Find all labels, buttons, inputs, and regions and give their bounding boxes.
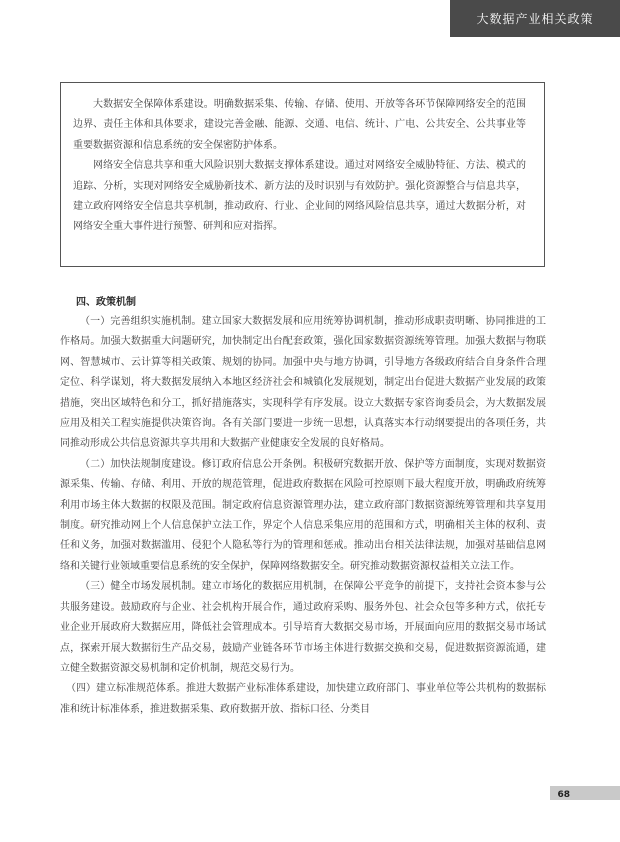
main-section bbox=[60, 294, 546, 720]
box-paragraph: 网络安全信息共享和重大风险识别大数据支撑体系建设。通过对网络安全威胁特征、方法、模式的追踪、分析，实现对网络安全威胁新技术、新方法的及时识别与有效防护。强化资源整合与信息共享，建立政府网络安全信息共享机制，推动政府、行业、企业间的网络风险信息共享，通过大数据分析，对网络安全重大事件进行预警、研判和应对指挥。 bbox=[73, 160, 526, 233]
section-paragraph: （一）完善组织实施机制。建立国家大数据发展和应用统筹协调机制，推动形成职责明晰、协同推进的工作格局。加强大数据重大问题研究，加快制定出台配套政策，强化国家数据资源统筹管理。加强大数据与物联网、智慧城市、云计算等相关政策、规划的协同。加强中央与地方协调，引导地方各级政府结合自身条件合理定位、科学谋划，将大数据发展纳入本地区经济社会和城镇化发展规划，制定出台促进大数据产业发展的政策措施，突出区域特色和分工，抓好措施落实，实现科学有序发展。设立大数据专家咨询委员会，为大数据发展应用及相关工程实施提供决策咨询。各有关部门要进一步统一思想，认真落实本行动纲要提出的各项任务，共同推动形成公共信息资源共享共用和大数据产业健康安全发展的良好格局。 bbox=[60, 316, 546, 450]
section-paragraph: （三）健全市场发展机制。建立市场化的数据应用机制，在保障公平竞争的前提下，支持社会资本参与公共服务建设。鼓励政府与企业、社会机构开展合作，通过政府采购、服务外包、社会众包等多种方式，依托专业企业开展政府大数据应用，降低社会管理成本。引导培育大数据交易市场，开展面向应用的数据交易市场试点，探索开展大数据衍生产品交易，鼓励产业链各环节市场主体进行数据交换和交易，促进数据资源流通，建立健全数据资源交易机制和定价机制，规范交易行为。 bbox=[60, 581, 546, 674]
bordered-text-box bbox=[60, 82, 545, 267]
page-number: 68 bbox=[557, 790, 570, 800]
section-paragraph: （四）建立标准规范体系。推进大数据产业标准体系建设，加快建立政府部门、事业单位等公共机构的数据标准和统计标准体系，推进数据采集、政府数据开放、指标口径、分类目 bbox=[60, 683, 546, 715]
header-title: 大数据产业相关政策 bbox=[476, 12, 594, 26]
section-heading: 四、政策机制 bbox=[76, 297, 136, 308]
box-paragraph: 大数据安全保障体系建设。明确数据采集、传输、存储、使用、开放等各环节保障网络安全的范围边界、责任主体和具体要求，建设完善金融、能源、交通、电信、统计、广电、公共安全、公共事业等重要数据资源和信息系统的安全保密防护体系。 bbox=[73, 99, 526, 151]
section-paragraph: （二）加快法规制度建设。修订政府信息公开条例。积极研究数据开放、保护等方面制度，实现对数据资源采集、传输、存储、利用、开放的规范管理，促进政府数据在风险可控原则下最大程度开放，明确政府统筹利用市场主体大数据的权限及范围。制定政府信息资源管理办法，建立政府部门数据资源统筹管理和共享复用制度。研究推动网上个人信息保护立法工作，界定个人信息采集应用的范围和方式，明确相关主体的权利、责任和义务，加强对数据滥用、侵犯个人隐私等行为的管理和惩戒。推动出台相关法律法规，加强对基础信息网络和关键行业领域重要信息系统的安全保护，保障网络数据安全。研究推动数据资源权益相关立法工作。 bbox=[60, 458, 546, 572]
header-bar bbox=[450, 0, 620, 37]
